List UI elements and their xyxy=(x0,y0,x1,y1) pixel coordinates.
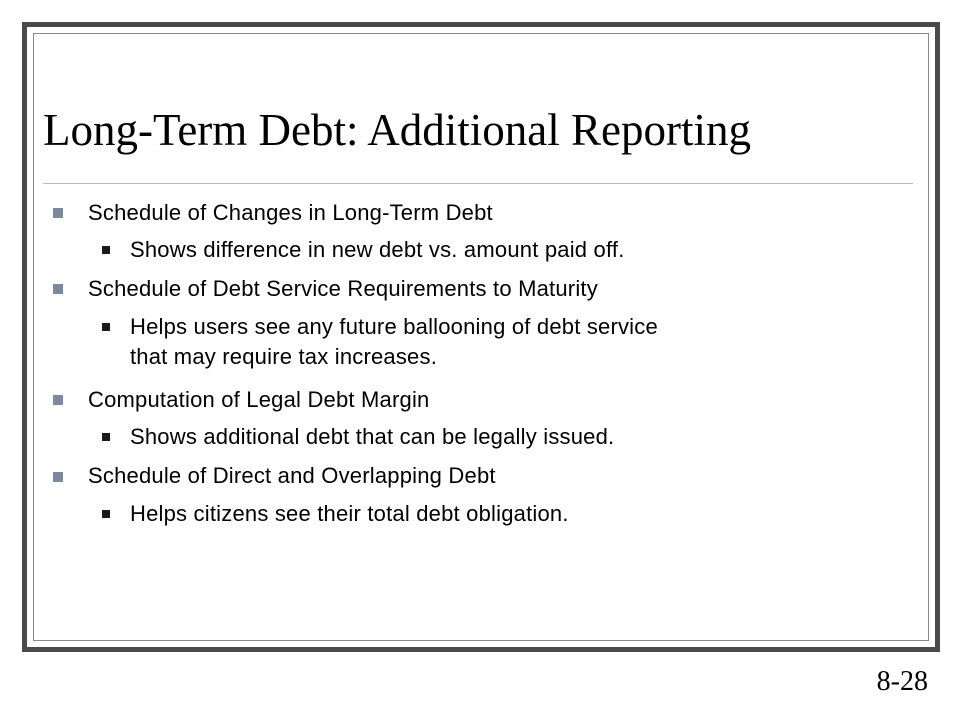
level2-bullet-icon xyxy=(102,433,110,441)
sub-bullet-item: Shows difference in new debt vs. amount paid off. xyxy=(130,237,625,262)
sub-bullet-item-continued: that may require tax increases. xyxy=(130,344,438,369)
slide-title: Long-Term Debt: Additional Reporting xyxy=(43,105,751,155)
level2-bullet-icon xyxy=(102,246,110,254)
level1-bullet-icon xyxy=(53,284,63,294)
level2-bullet-icon xyxy=(102,510,110,518)
bullet-item: Schedule of Changes in Long-Term Debt xyxy=(88,200,493,225)
level2-bullet-icon xyxy=(102,323,110,331)
level1-bullet-icon xyxy=(53,472,63,482)
sub-bullet-item: Shows additional debt that can be legally issued. xyxy=(130,424,615,449)
level1-bullet-icon xyxy=(53,208,63,218)
bullet-item: Computation of Legal Debt Margin xyxy=(88,387,430,412)
bullet-item: Schedule of Debt Service Requirements to Maturity xyxy=(88,276,598,301)
level1-bullet-icon xyxy=(53,395,63,405)
page-number: 8-28 xyxy=(876,666,928,697)
sub-bullet-item: Helps citizens see their total debt obligation. xyxy=(130,501,569,526)
bullet-item: Schedule of Direct and Overlapping Debt xyxy=(88,463,496,488)
sub-bullet-item: Helps users see any future ballooning of debt service xyxy=(130,314,658,339)
